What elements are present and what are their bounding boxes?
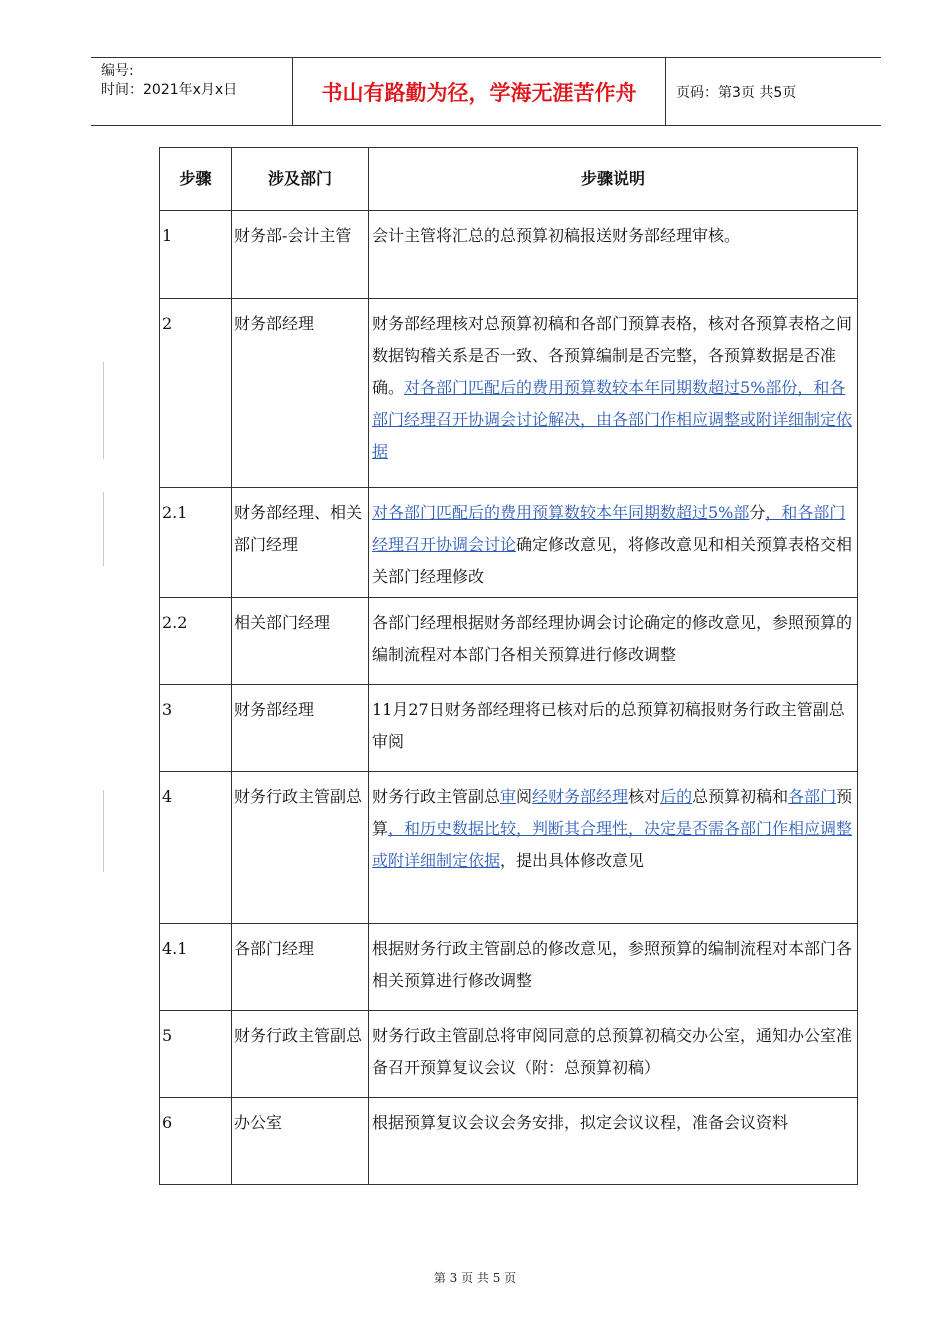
description-text: 财务行政主管副总 — [372, 787, 501, 806]
revision-text: 对各部门匹配后的费用预算数较本年同期数超过5%部 — [372, 503, 750, 522]
department: 办公室 — [232, 1098, 369, 1185]
step-number: 2 — [160, 299, 232, 488]
step-description — [369, 924, 858, 1011]
page-footer: 第 3 页 共 5 页 — [433, 1271, 517, 1285]
description-text: 根据预算复议会议会务安排，拟定会议议程，准备会议资料 — [372, 1113, 789, 1132]
description-text: 根据财务行政主管副总的修改意见，参照预算的编制流程对本部门各相关预算进行修改调整 — [372, 939, 853, 990]
number-label: 编号: — [101, 63, 134, 79]
step-number: 2.1 — [160, 488, 232, 598]
col-header-desc: 步骤说明 — [369, 148, 858, 211]
department: 财务行政主管副总 — [232, 772, 369, 924]
step-description — [369, 598, 858, 685]
revision-text: 审 — [500, 787, 517, 806]
department: 财务部经理、相关部门经理 — [232, 488, 369, 598]
margin-mark — [103, 790, 104, 872]
step-description — [369, 1098, 858, 1185]
description-text: 阅 — [516, 787, 533, 806]
revision-text: ，和历史数据比较，判断其合理性，决定是否需各部门作相应调整或附详细制定依据 — [372, 819, 853, 870]
description-text: ，提出具体修改意见 — [500, 851, 645, 870]
margin-mark — [103, 492, 104, 566]
table-row — [160, 488, 858, 598]
table-row — [160, 299, 858, 488]
step-number: 4.1 — [160, 924, 232, 1011]
department: 相关部门经理 — [232, 598, 369, 685]
description-text: 各部门经理根据财务部经理协调会讨论确定的修改意见，参照预算的编制流程对本部门各相关预算进行修改调整 — [372, 613, 853, 664]
description-text: 分 — [749, 503, 766, 522]
department: 财务部经理 — [232, 685, 369, 772]
description-text: 预算 — [372, 787, 853, 838]
table-row — [160, 685, 858, 772]
description-text: 会计主管将汇总的总预算初稿报送财务部经理审核。 — [372, 226, 741, 245]
revision-text: ，和各部门经理召开协调会讨论 — [372, 503, 846, 554]
header-meta — [91, 58, 293, 125]
step-description — [369, 772, 858, 924]
description-text: 确定修改意见，将修改意见和相关预算表格交相关部门经理修改 — [372, 535, 853, 586]
table-row — [160, 211, 858, 299]
step-number: 2.2 — [160, 598, 232, 685]
page-header — [91, 57, 881, 126]
table-header-row — [160, 148, 858, 211]
department: 财务部-会计主管 — [232, 211, 369, 299]
header-page-info: 页码：第3页 共5页 — [676, 84, 797, 101]
department: 各部门经理 — [232, 924, 369, 1011]
step-description — [369, 1011, 858, 1098]
header-motto: 书山有路勤为径，学海无涯苦作舟 — [293, 58, 666, 125]
step-description — [369, 299, 858, 488]
table-row — [160, 1098, 858, 1185]
col-header-dept: 涉及部门 — [232, 148, 369, 211]
revision-text: 后的 — [660, 787, 693, 806]
margin-mark — [103, 362, 104, 459]
step-number: 1 — [160, 211, 232, 299]
step-number: 6 — [160, 1098, 232, 1185]
step-description — [369, 685, 858, 772]
step-number: 5 — [160, 1011, 232, 1098]
col-header-step: 步骤 — [160, 148, 232, 211]
step-description — [369, 488, 858, 598]
step-number: 4 — [160, 772, 232, 924]
step-description — [369, 211, 858, 299]
description-text: 核对 — [628, 787, 661, 806]
description-text: 财务行政主管副总将审阅同意的总预算初稿交办公室，通知办公室准备召开预算复议会议（附：总预算初稿） — [372, 1026, 853, 1077]
table-row — [160, 1011, 858, 1098]
table-row — [160, 598, 858, 685]
description-text: 总预算初稿和 — [692, 787, 789, 806]
revision-text: 对各部门匹配后的费用预算数较本年同期数超过5%部份，和各部门经理召开协调会讨论解决，由各部门作相应调整或附详细制定依据 — [372, 378, 853, 461]
step-number: 3 — [160, 685, 232, 772]
table-row — [160, 772, 858, 924]
procedure-table — [159, 147, 858, 1185]
description-text: 财务部经理核对总预算初稿和各部门预算表格，核对各预算表格之间数据钩稽关系是否一致、各预算编制是否完整，各预算数据是否准确。 — [372, 314, 853, 397]
time-label: 时间：2021年x月x日 — [101, 82, 238, 98]
table-row — [160, 924, 858, 1011]
description-text: 11月27日财务部经理将已核对后的总预算初稿报财务行政主管副总审阅 — [372, 700, 845, 751]
revision-text: 各部门 — [788, 787, 837, 806]
department: 财务行政主管副总 — [232, 1011, 369, 1098]
revision-text: 经财务部经理 — [532, 787, 629, 806]
department: 财务部经理 — [232, 299, 369, 488]
